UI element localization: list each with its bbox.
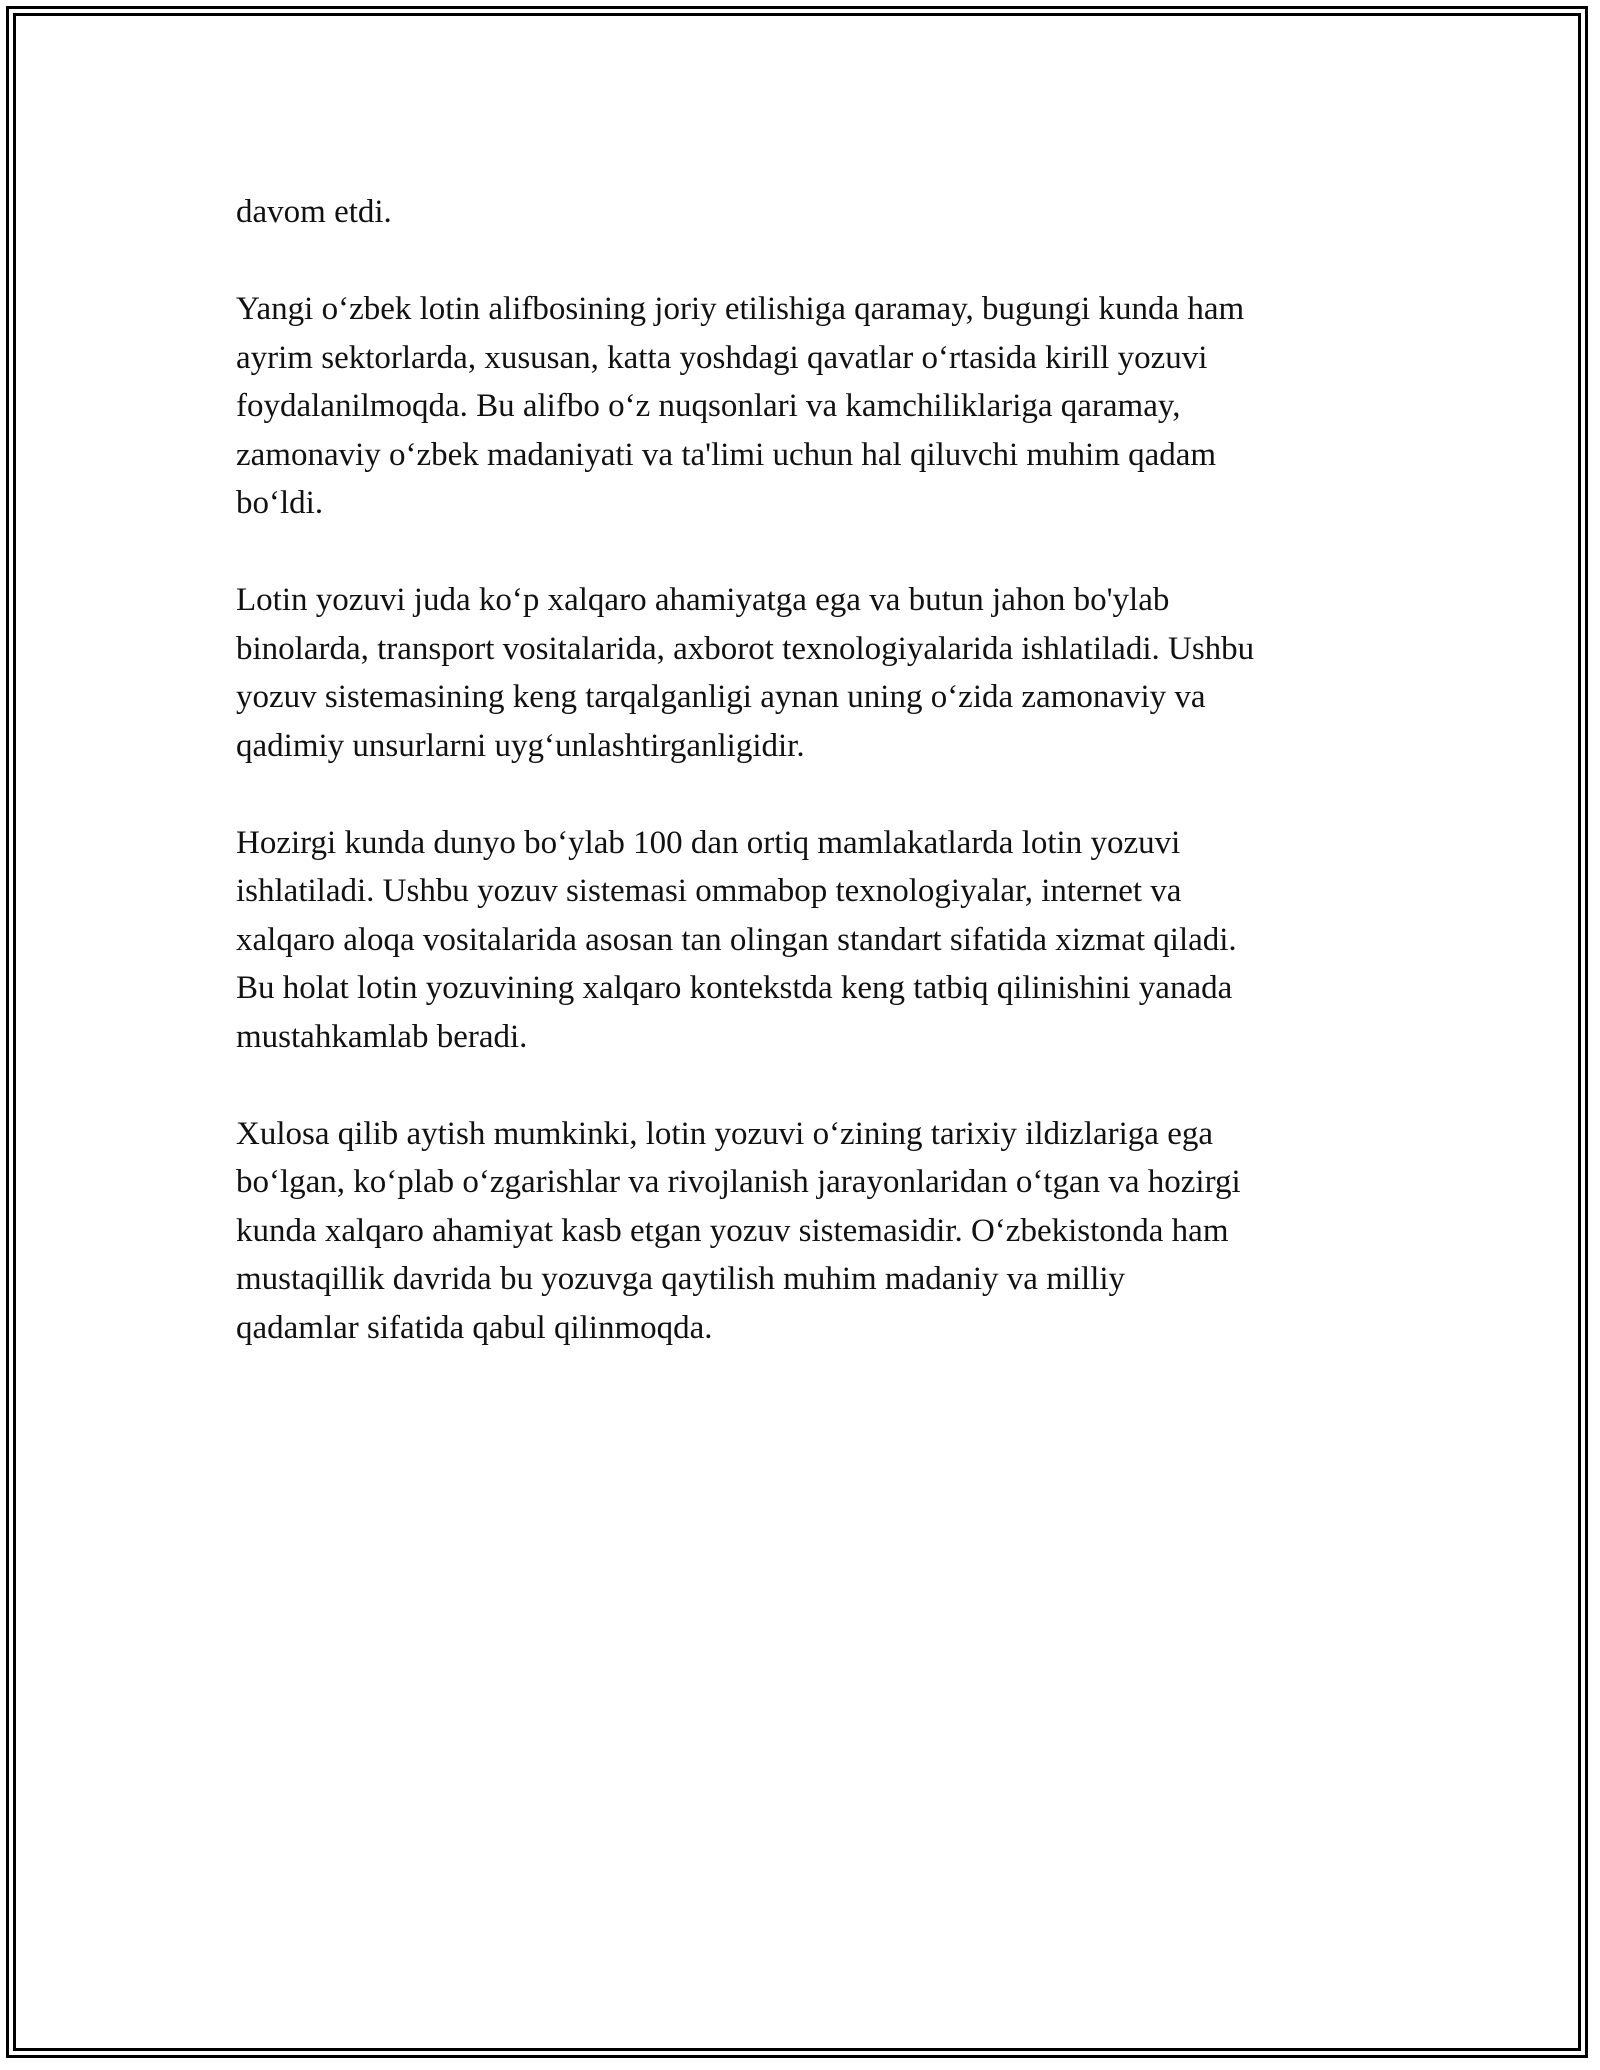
paragraph-2 [236, 285, 1386, 528]
text-line: Yangi o‘zbek lotin alifbosining joriy etilishiga qaramay, bugungi kunda ham [236, 291, 1245, 327]
text-line: mustaqillik davrida bu yozuvga qaytilish muhim madaniy va milliy [236, 1261, 1126, 1297]
text-line: bo‘lgan, ko‘plab o‘zgarishlar va rivojlanish jarayonlaridan o‘tgan va hozirgi [236, 1164, 1241, 1200]
text-line: Lotin yozuvi juda ko‘p xalqaro ahamiyatga ega va butun jahon bo'ylab [236, 582, 1170, 618]
paragraph-5 [236, 1110, 1386, 1353]
paragraph-1 [236, 188, 1386, 237]
text-line: xalqaro aloqa vositalarida asosan tan olingan standart sifatida xizmat qiladi. [236, 921, 1237, 958]
text-line: Xulosa qilib aytish mumkinki, lotin yozuvi o‘zining tarixiy ildizlariga ega [236, 1115, 1213, 1152]
text-line: qadimiy unsurlarni uyg‘unlashtirganligidir. [236, 727, 805, 764]
text-line: bo‘ldi. [236, 485, 324, 521]
text-line: foydalanilmoqda. Bu alifbo o‘z nuqsonlari va kamchiliklariga qaramay, [236, 388, 1181, 424]
text-line: binolarda, transport vositalarida, axborot texnologiyalarida ishlatiladi. Ushbu [236, 630, 1255, 667]
text-line: ayrim sektorlarda, xususan, katta yoshdagi qavatlar o‘rtasida kirill yozuvi [236, 339, 1208, 376]
document-body [236, 188, 1386, 1401]
text-line: davom etdi. [236, 194, 392, 230]
paragraph-3 [236, 576, 1386, 770]
text-line: Hozirgi kunda dunyo bo‘ylab 100 dan ortiq mamlakatlarda lotin yozuvi [236, 824, 1181, 861]
text-line: kunda xalqaro ahamiyat kasb etgan yozuv sistemasidir. O‘zbekistonda ham [236, 1212, 1229, 1249]
text-line: yozuv sistemasining keng tarqalganligi aynan uning o‘zida zamonaviy va [236, 679, 1206, 715]
text-line: qadamlar sifatida qabul qilinmoqda. [236, 1309, 713, 1346]
text-line: zamonaviy o‘zbek madaniyati va ta'limi uchun hal qiluvchi muhim qadam [236, 436, 1217, 473]
paragraph-4 [236, 819, 1386, 1062]
text-line: mustahkamlab beradi. [236, 1018, 528, 1055]
text-line: Bu holat lotin yozuvining xalqaro kontekstda keng tatbiq qilinishini yanada [236, 970, 1233, 1006]
text-line: ishlatiladi. Ushbu yozuv sistemasi ommabop texnologiyalar, internet va [236, 873, 1182, 909]
